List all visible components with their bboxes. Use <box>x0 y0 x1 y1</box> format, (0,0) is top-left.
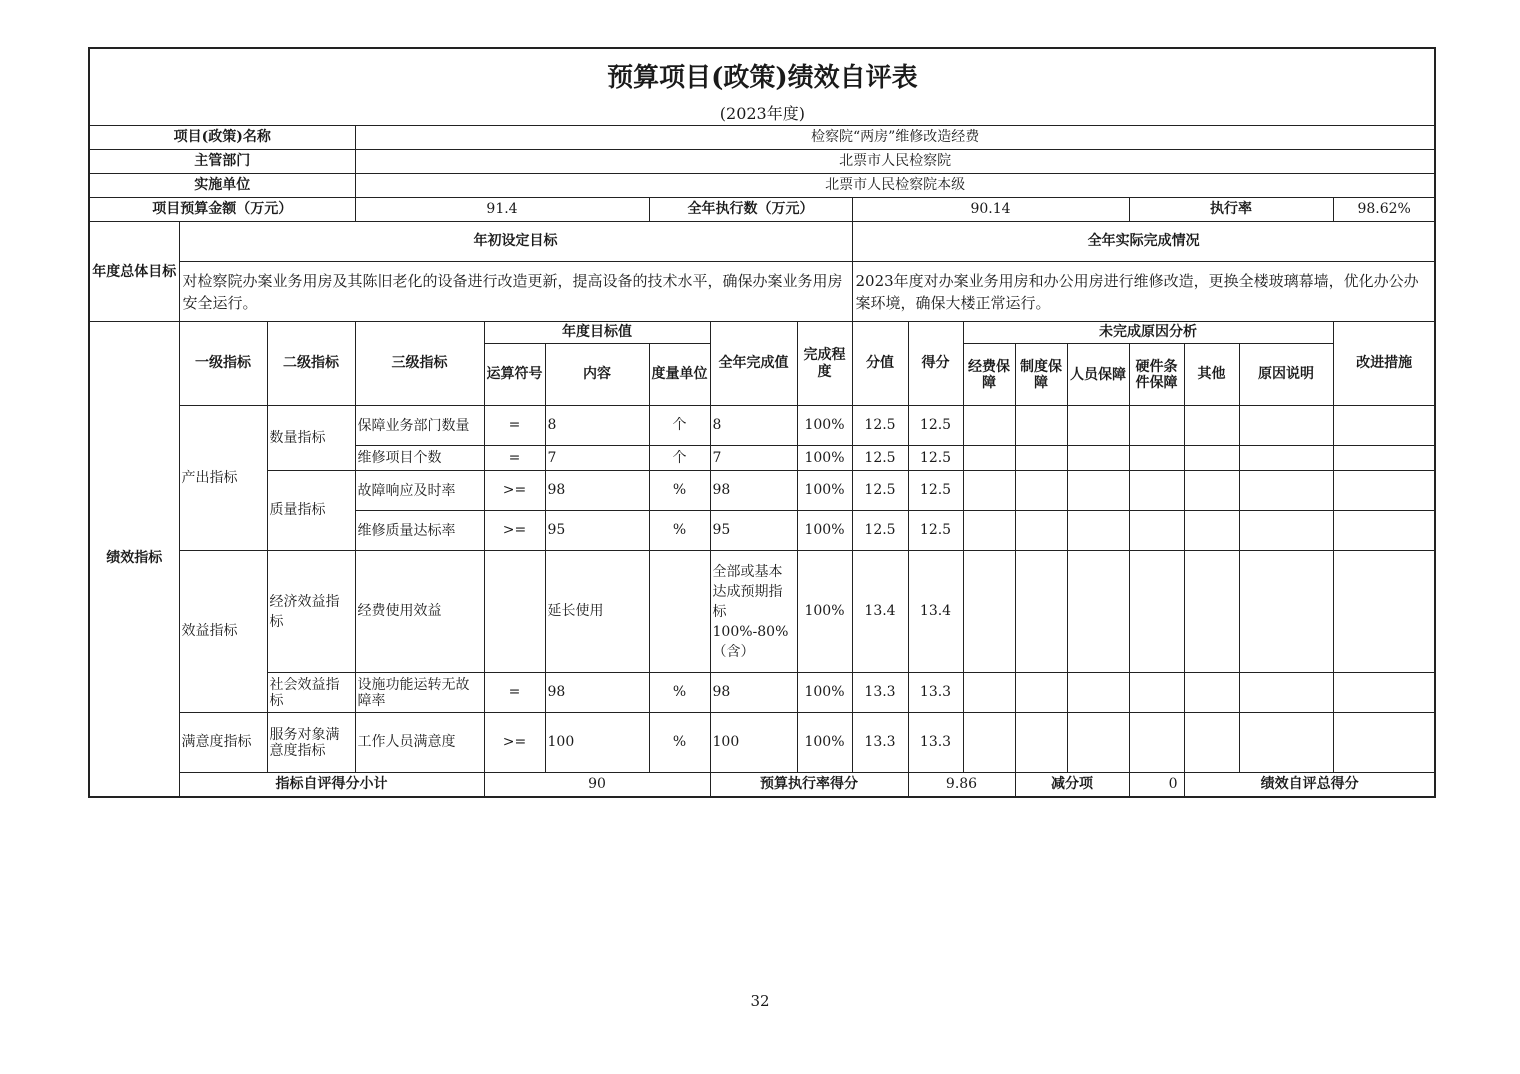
l3-cell: 维修质量达标率 <box>355 511 484 551</box>
l3-cell: 维修项目个数 <box>355 446 484 471</box>
score-cell: 13.4 <box>908 551 963 673</box>
total-label: 绩效自评总得分 <box>1184 773 1435 797</box>
evaluation-table <box>88 47 1436 798</box>
page-number: 32 <box>750 992 770 1010</box>
empty-cell <box>1015 406 1067 446</box>
table-row <box>89 551 1435 673</box>
group-quality: 质量指标 <box>267 471 355 551</box>
evaluation-sheet <box>88 47 1434 798</box>
op-cell <box>484 551 545 673</box>
score-cell: 12.5 <box>908 446 963 471</box>
actual-goal-text: 2023年度对办案业务用房和办公用房进行维修改造，更换全楼玻璃幕墙，优化办公办案环境，确保大楼正常运行。 <box>852 262 1435 322</box>
header-reason-group: 未完成原因分析 <box>963 322 1333 344</box>
header-score-value: 分值 <box>852 322 908 406</box>
group-economic: 经济效益指标 <box>267 551 355 673</box>
op-cell: = <box>484 406 545 446</box>
budget-score-label: 预算执行率得分 <box>710 773 908 797</box>
empty-cell <box>963 673 1015 713</box>
l3-cell: 保障业务部门数量 <box>355 406 484 446</box>
completion-cell: 100% <box>797 406 852 446</box>
table-row <box>89 673 1435 713</box>
group-benefit: 效益指标 <box>179 551 267 713</box>
op-cell: = <box>484 446 545 471</box>
empty-cell <box>963 406 1015 446</box>
header-r4: 硬件条件保障 <box>1129 344 1184 406</box>
header-level1: 一级指标 <box>179 322 267 406</box>
empty-cell <box>1129 673 1184 713</box>
empty-cell <box>1015 471 1067 511</box>
l3-cell: 故障响应及时率 <box>355 471 484 511</box>
empty-cell <box>1184 551 1239 673</box>
empty-cell <box>1333 446 1435 471</box>
value-cell: 12.5 <box>852 406 908 446</box>
perf-indicator-label: 绩效指标 <box>89 322 179 797</box>
unit-cell: % <box>649 511 710 551</box>
op-cell: >= <box>484 471 545 511</box>
completion-cell: 100% <box>797 713 852 773</box>
group-service: 服务对象满意度指标 <box>267 713 355 773</box>
actual-cell: 全部或基本达成预期指标100%-80%（含） <box>710 551 797 673</box>
value-cell: 13.3 <box>852 713 908 773</box>
completion-cell: 100% <box>797 446 852 471</box>
l3-cell: 工作人员满意度 <box>355 713 484 773</box>
empty-cell <box>1239 713 1333 773</box>
content-cell: 8 <box>545 406 649 446</box>
group-social: 社会效益指标 <box>267 673 355 713</box>
empty-cell <box>1067 551 1129 673</box>
header-r3: 人员保障 <box>1067 344 1129 406</box>
header-r6: 原因说明 <box>1239 344 1333 406</box>
fiscal-year: (2023年度) <box>89 101 1435 126</box>
exec-label: 全年执行数（万元） <box>649 198 852 222</box>
empty-cell <box>1015 446 1067 471</box>
deduction-value: 0 <box>1129 773 1184 797</box>
budget-value: 91.4 <box>355 198 649 222</box>
empty-cell <box>1129 551 1184 673</box>
empty-cell <box>1184 406 1239 446</box>
header-op: 运算符号 <box>484 344 545 406</box>
actual-cell: 98 <box>710 673 797 713</box>
unit-label: 实施单位 <box>89 174 355 198</box>
content-cell: 7 <box>545 446 649 471</box>
set-goal-header: 年初设定目标 <box>179 222 852 262</box>
header-unit: 度量单位 <box>649 344 710 406</box>
subtotal-value: 90 <box>484 773 710 797</box>
page-title: 预算项目(政策)绩效自评表 <box>89 48 1435 101</box>
score-cell: 13.3 <box>908 713 963 773</box>
unit-cell <box>649 551 710 673</box>
empty-cell <box>1067 511 1129 551</box>
empty-cell <box>1239 551 1333 673</box>
empty-cell <box>1333 673 1435 713</box>
table-row <box>89 471 1435 511</box>
project-name-label: 项目(政策)名称 <box>89 126 355 150</box>
actual-goal-header: 全年实际完成情况 <box>852 222 1435 262</box>
empty-cell <box>1067 406 1129 446</box>
set-goal-text: 对检察院办案业务用房及其陈旧老化的设备进行改造更新，提高设备的技术水平，确保办案业务用房安全运行。 <box>179 262 852 322</box>
empty-cell <box>1333 551 1435 673</box>
deduction-label: 减分项 <box>1015 773 1129 797</box>
budget-label: 项目预算金额（万元） <box>89 198 355 222</box>
empty-cell <box>1015 673 1067 713</box>
empty-cell <box>1184 511 1239 551</box>
budget-score-value: 9.86 <box>908 773 1015 797</box>
score-cell: 12.5 <box>908 471 963 511</box>
header-level2: 二级指标 <box>267 322 355 406</box>
header-target-group: 年度目标值 <box>484 322 710 344</box>
empty-cell <box>1015 511 1067 551</box>
dept-value: 北票市人民检察院 <box>355 150 1435 174</box>
completion-cell: 100% <box>797 471 852 511</box>
content-cell: 95 <box>545 511 649 551</box>
value-cell: 12.5 <box>852 446 908 471</box>
empty-cell <box>1239 406 1333 446</box>
table-row <box>89 406 1435 446</box>
completion-cell: 100% <box>797 511 852 551</box>
actual-cell: 98 <box>710 471 797 511</box>
empty-cell <box>1184 446 1239 471</box>
empty-cell <box>1015 713 1067 773</box>
empty-cell <box>1239 446 1333 471</box>
empty-cell <box>963 471 1015 511</box>
empty-cell <box>1184 673 1239 713</box>
empty-cell <box>1129 406 1184 446</box>
unit-cell: % <box>649 471 710 511</box>
empty-cell <box>1184 713 1239 773</box>
score-cell: 13.3 <box>908 673 963 713</box>
dept-label: 主管部门 <box>89 150 355 174</box>
header-completion: 完成程度 <box>797 322 852 406</box>
empty-cell <box>1239 673 1333 713</box>
empty-cell <box>1067 471 1129 511</box>
actual-cell: 100 <box>710 713 797 773</box>
empty-cell <box>1067 446 1129 471</box>
empty-cell <box>1333 406 1435 446</box>
unit-cell: 个 <box>649 406 710 446</box>
header-content: 内容 <box>545 344 649 406</box>
op-cell: = <box>484 673 545 713</box>
header-r1: 经费保障 <box>963 344 1015 406</box>
header-r2: 制度保障 <box>1015 344 1067 406</box>
empty-cell <box>963 551 1015 673</box>
unit-cell: 个 <box>649 446 710 471</box>
op-cell: >= <box>484 511 545 551</box>
exec-value: 90.14 <box>852 198 1129 222</box>
empty-cell <box>963 511 1015 551</box>
content-cell: 100 <box>545 713 649 773</box>
score-cell: 12.5 <box>908 511 963 551</box>
actual-cell: 95 <box>710 511 797 551</box>
header-r5: 其他 <box>1184 344 1239 406</box>
empty-cell <box>1333 511 1435 551</box>
content-cell: 98 <box>545 471 649 511</box>
value-cell: 13.4 <box>852 551 908 673</box>
empty-cell <box>1333 471 1435 511</box>
project-name: 检察院“两房”维修改造经费 <box>355 126 1435 150</box>
group-quantity: 数量指标 <box>267 406 355 471</box>
empty-cell <box>1239 471 1333 511</box>
empty-cell <box>1067 713 1129 773</box>
content-cell: 98 <box>545 673 649 713</box>
table-row <box>89 713 1435 773</box>
value-cell: 13.3 <box>852 673 908 713</box>
rate-label: 执行率 <box>1129 198 1333 222</box>
unit-cell: % <box>649 713 710 773</box>
value-cell: 12.5 <box>852 511 908 551</box>
header-score: 得分 <box>908 322 963 406</box>
header-improve: 改进措施 <box>1333 322 1435 406</box>
annual-goal-label: 年度总体目标 <box>89 222 179 322</box>
value-cell: 12.5 <box>852 471 908 511</box>
empty-cell <box>1333 713 1435 773</box>
empty-cell <box>1239 511 1333 551</box>
subtotal-label: 指标自评得分小计 <box>179 773 484 797</box>
completion-cell: 100% <box>797 673 852 713</box>
rate-value: 98.62% <box>1333 198 1435 222</box>
empty-cell <box>963 446 1015 471</box>
l3-cell: 经费使用效益 <box>355 551 484 673</box>
actual-cell: 7 <box>710 446 797 471</box>
empty-cell <box>1129 446 1184 471</box>
unit-cell: % <box>649 673 710 713</box>
empty-cell <box>1184 471 1239 511</box>
content-cell: 延长使用 <box>545 551 649 673</box>
header-actual: 全年完成值 <box>710 322 797 406</box>
group-output: 产出指标 <box>179 406 267 551</box>
unit-value: 北票市人民检察院本级 <box>355 174 1435 198</box>
empty-cell <box>1015 551 1067 673</box>
empty-cell <box>1129 511 1184 551</box>
empty-cell <box>1129 713 1184 773</box>
score-cell: 12.5 <box>908 406 963 446</box>
header-level3: 三级指标 <box>355 322 484 406</box>
completion-cell: 100% <box>797 551 852 673</box>
group-satisfaction: 满意度指标 <box>179 713 267 773</box>
empty-cell <box>1067 673 1129 713</box>
op-cell: >= <box>484 713 545 773</box>
empty-cell <box>963 713 1015 773</box>
empty-cell <box>1129 471 1184 511</box>
l3-cell: 设施功能运转无故障率 <box>355 673 484 713</box>
actual-cell: 8 <box>710 406 797 446</box>
